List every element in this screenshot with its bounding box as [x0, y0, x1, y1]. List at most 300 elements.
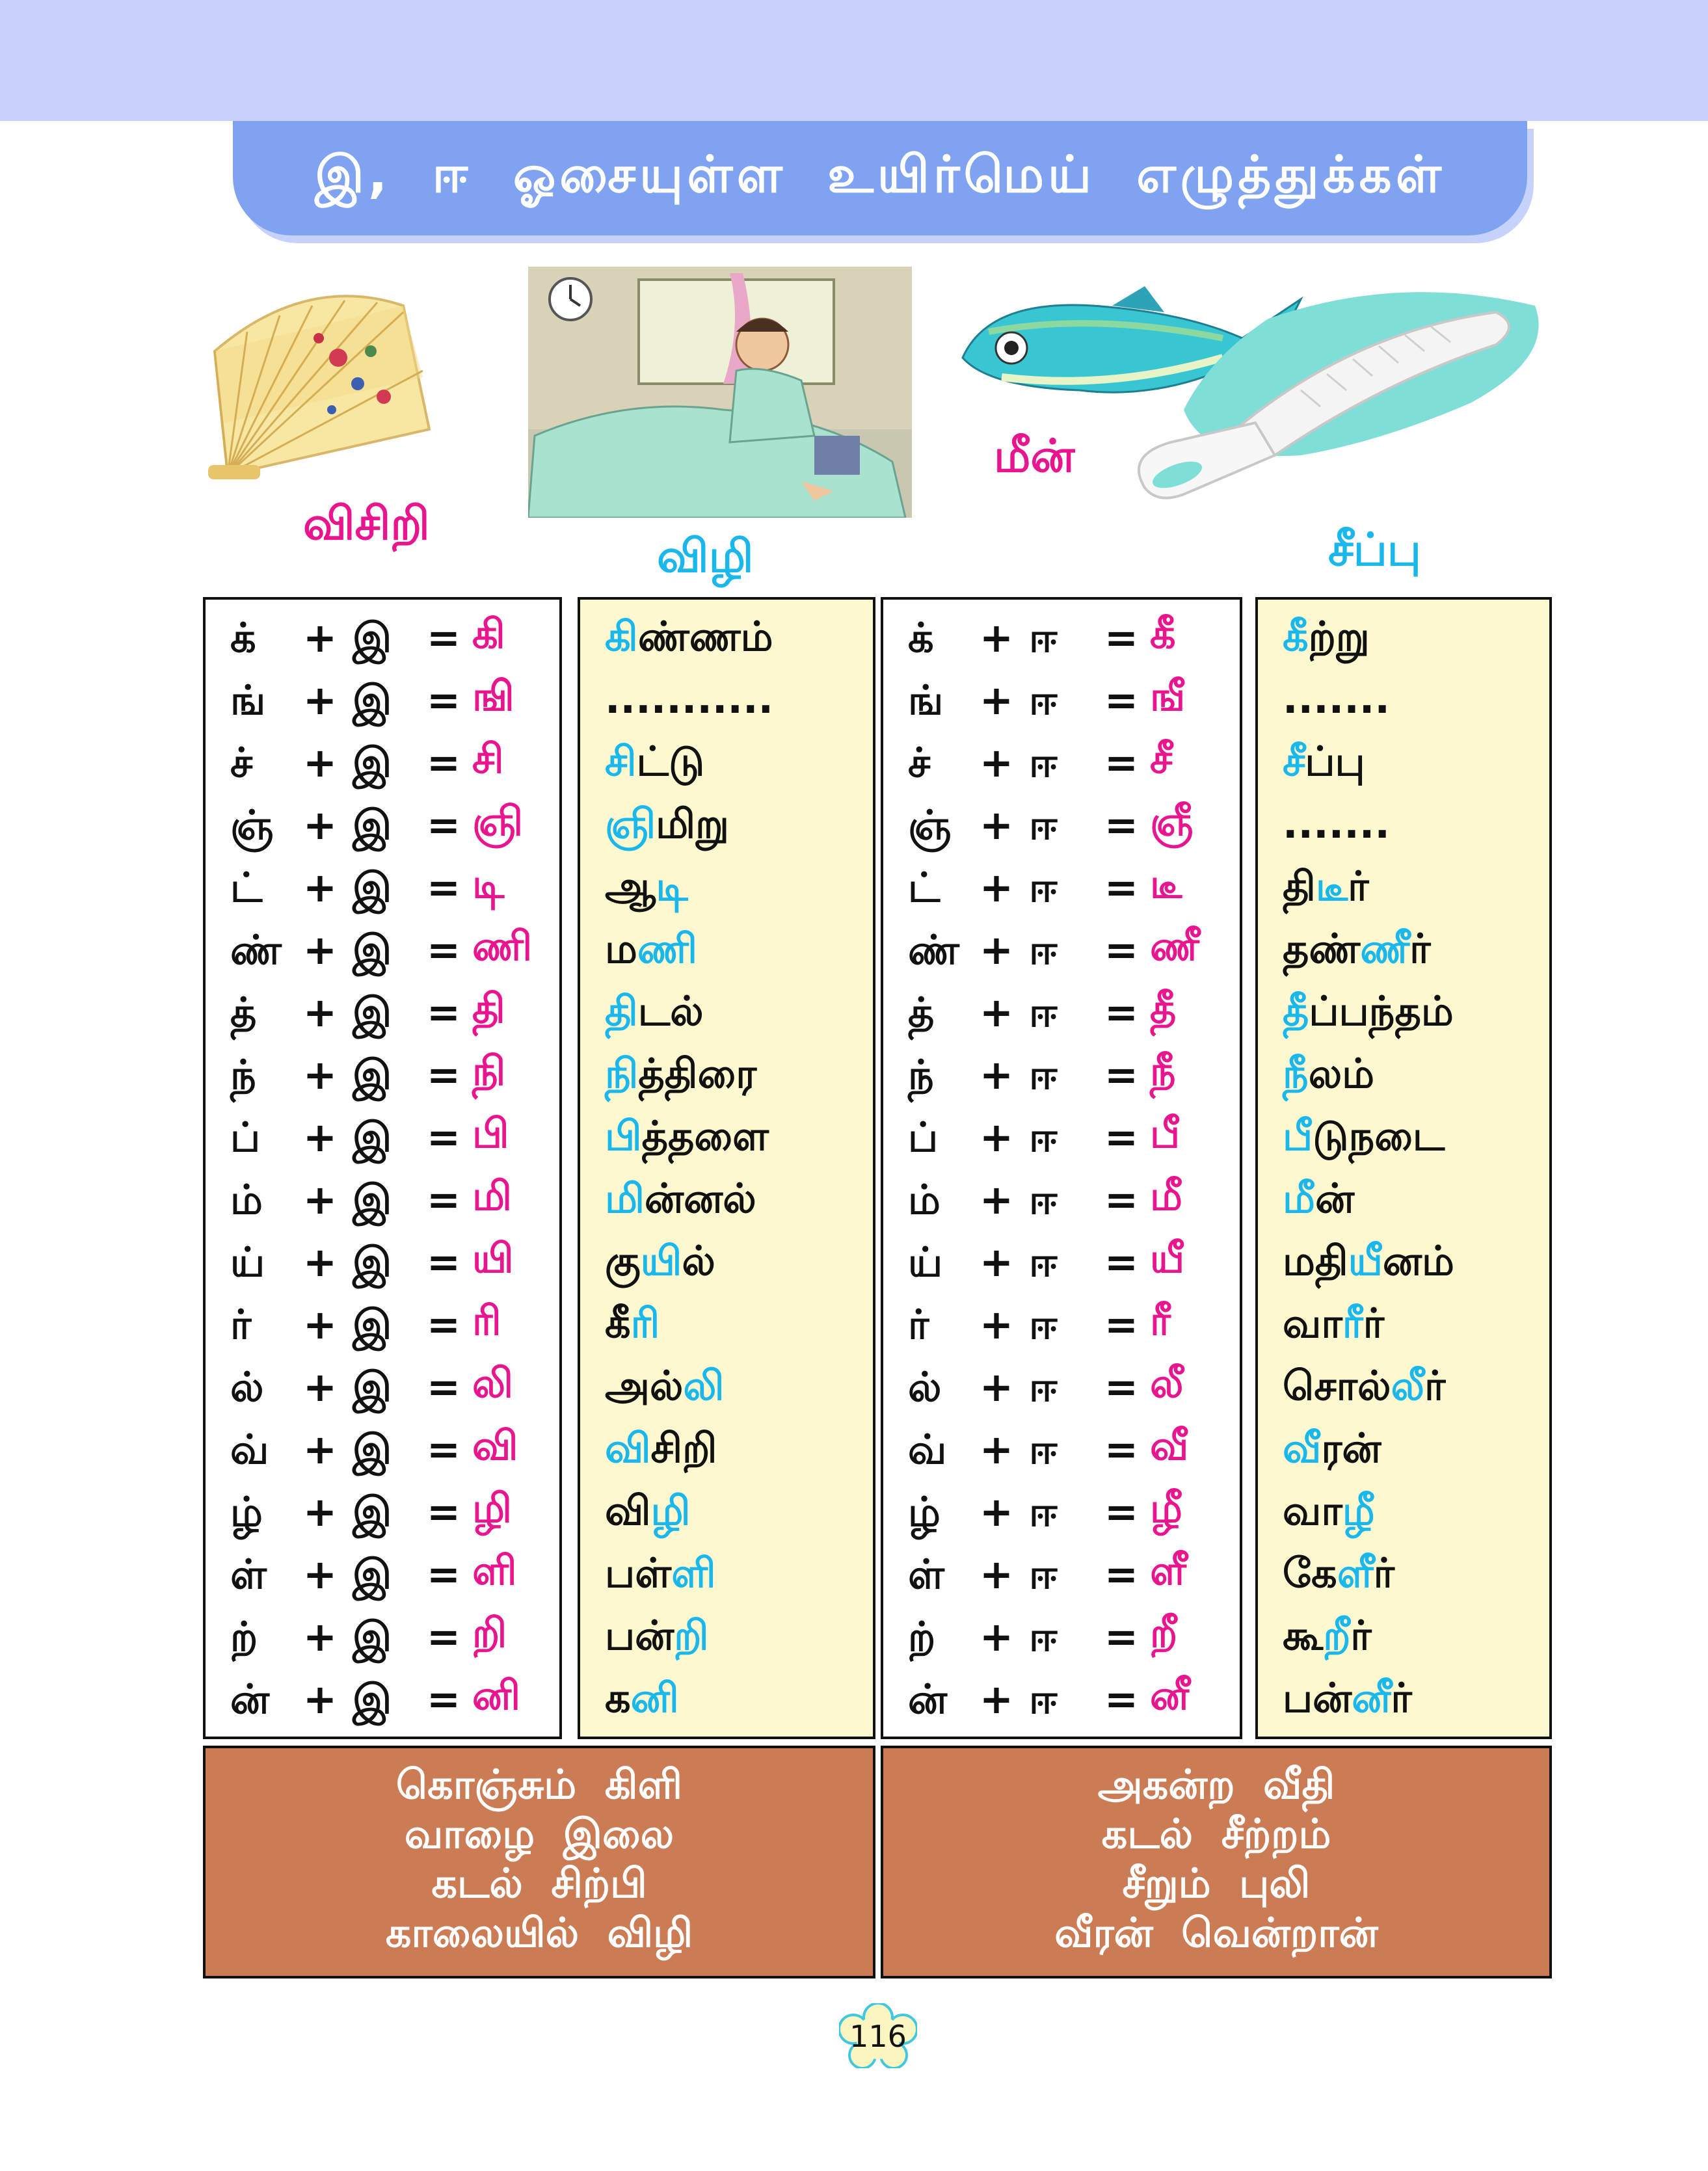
- equals-sign: =: [1104, 1113, 1138, 1161]
- example-word: [1283, 1424, 1381, 1487]
- vowel: ஈ: [1029, 614, 1058, 661]
- equals-sign: =: [1104, 1363, 1138, 1411]
- consonant: ள்: [908, 1551, 944, 1598]
- consonant: த்: [230, 989, 257, 1036]
- plus-sign: +: [303, 864, 337, 911]
- result-letter: சீ: [1150, 735, 1173, 782]
- equals-sign: =: [427, 1051, 460, 1099]
- highlight-letter: மீ: [1283, 1175, 1316, 1222]
- consonant: ந்: [908, 1051, 934, 1099]
- equation-row: [206, 1605, 559, 1668]
- highlight-letter: டி: [656, 862, 688, 910]
- vowel: இ: [353, 1551, 392, 1598]
- highlight-letter: ளீ: [1337, 1549, 1374, 1597]
- word-part: டல்: [637, 987, 704, 1035]
- consonant: ங்: [230, 676, 266, 724]
- word-part: ர்: [1424, 1362, 1446, 1409]
- word-part: .......: [1283, 675, 1390, 723]
- plus-sign: +: [980, 1551, 1013, 1598]
- consonant: ர்: [230, 1301, 252, 1348]
- equation-row: [206, 981, 559, 1043]
- vowel: ஈ: [1029, 1238, 1058, 1286]
- highlight-letter: மி: [605, 1175, 645, 1222]
- equals-sign: =: [427, 926, 460, 974]
- equation-row: [206, 856, 559, 918]
- consonant: ப்: [908, 1113, 939, 1161]
- equals-sign: =: [427, 1113, 460, 1161]
- plus-sign: +: [980, 1301, 1013, 1348]
- equals-sign: =: [427, 864, 460, 911]
- highlight-letter: னி: [630, 1674, 679, 1722]
- result-letter: டீ: [1150, 860, 1182, 907]
- highlight-letter: கீ: [1283, 613, 1309, 660]
- example-word: [605, 1050, 756, 1112]
- vowel: ஈ: [1029, 1426, 1058, 1473]
- consonant: ச்: [230, 739, 253, 786]
- equation-row: [206, 1480, 559, 1543]
- equals-sign: =: [427, 1363, 460, 1411]
- equals-sign: =: [427, 801, 460, 849]
- word-part: த்திரை: [638, 1050, 757, 1097]
- equals-sign: =: [1104, 864, 1138, 911]
- equals-sign: =: [1104, 1426, 1138, 1473]
- word-part: ர்: [1373, 1549, 1395, 1597]
- plus-sign: +: [303, 926, 337, 974]
- word-part: ம: [605, 925, 637, 972]
- result-letter: யி: [472, 1234, 514, 1282]
- word-part: வா: [1283, 1487, 1342, 1534]
- equals-sign: =: [427, 1488, 460, 1536]
- vowel: இ: [353, 926, 392, 974]
- word-part: த்தளை: [641, 1112, 769, 1160]
- vowel: இ: [353, 1613, 392, 1660]
- example-word: [605, 675, 773, 738]
- highlight-letter: ழீ: [1342, 1487, 1375, 1534]
- vowel: ஈ: [1029, 1301, 1058, 1348]
- hand-fan-illustration: [189, 280, 501, 494]
- equation-row: [883, 1480, 1240, 1543]
- plus-sign: +: [303, 1613, 337, 1660]
- result-letter: தி: [472, 985, 505, 1032]
- consonant: ள்: [230, 1551, 267, 1598]
- equals-sign: =: [1104, 1238, 1138, 1286]
- word-part: ட்டு: [636, 738, 705, 785]
- highlight-letter: தி: [605, 987, 638, 1035]
- equation-row: [883, 981, 1240, 1043]
- example-word: [1283, 862, 1369, 925]
- example-word: [605, 1112, 769, 1175]
- highlight-letter: ளி: [671, 1549, 716, 1597]
- equation-row: [883, 1043, 1240, 1106]
- equals-sign: =: [1104, 801, 1138, 849]
- plus-sign: +: [980, 1176, 1013, 1223]
- word-part: தி: [1283, 862, 1316, 910]
- plus-sign: +: [303, 739, 337, 786]
- example-word: [605, 862, 688, 925]
- equals-sign: =: [427, 1301, 460, 1348]
- equation-row: [883, 1293, 1240, 1355]
- vowel: ஈ: [1029, 1363, 1058, 1411]
- page-title: இ, ஈ ஓசையுள்ள உயிர்மெய் எழுத்துக்கள்: [315, 146, 1445, 204]
- equals-sign: =: [1104, 1301, 1138, 1348]
- equals-sign: =: [427, 1551, 460, 1598]
- example-word: [605, 1487, 691, 1549]
- result-letter: லி: [472, 1359, 514, 1407]
- equation-row: [883, 1106, 1240, 1168]
- equation-row: [206, 669, 559, 731]
- consonant: ற்: [230, 1613, 258, 1660]
- example-word: [605, 925, 697, 987]
- page-number-badge: [839, 2003, 917, 2068]
- consonant: க்: [908, 614, 934, 661]
- equation-row: [883, 1418, 1240, 1480]
- vowel: ஈ: [1029, 739, 1058, 786]
- vowel: ஈ: [1029, 1176, 1058, 1223]
- plus-sign: +: [303, 989, 337, 1036]
- highlight-letter: னீ: [1352, 1674, 1391, 1722]
- example-word: [605, 1237, 715, 1299]
- word-part: ண்ணம்: [637, 613, 773, 660]
- equals-sign: =: [427, 1675, 460, 1723]
- equals-sign: =: [427, 614, 460, 661]
- highlight-letter: ணி: [637, 925, 698, 972]
- consonant: ன்: [230, 1675, 270, 1723]
- phrase: கொஞ்சும் கிளி: [395, 1761, 683, 1808]
- highlight-letter: யி: [640, 1237, 682, 1285]
- result-letter: ளீ: [1150, 1547, 1186, 1594]
- equation-row: [883, 793, 1240, 856]
- equals-sign: =: [1104, 1176, 1138, 1223]
- equation-row: [206, 918, 559, 981]
- plus-sign: +: [980, 1113, 1013, 1161]
- phrase: காலையில் விழி: [385, 1909, 693, 1956]
- word-part: சிறி: [650, 1424, 717, 1472]
- equation-row: [883, 731, 1240, 793]
- title-banner: [233, 121, 1527, 235]
- result-letter: மி: [472, 1172, 513, 1219]
- equation-row: [206, 1668, 559, 1730]
- phrase: வாழை இலை: [404, 1810, 674, 1858]
- example-word: [1283, 1549, 1394, 1612]
- vowel: ஈ: [1029, 1675, 1058, 1723]
- equation-row: [206, 731, 559, 793]
- equation-row: [206, 1543, 559, 1605]
- result-letter: கி: [472, 610, 505, 658]
- page-number: 116: [849, 2019, 907, 2054]
- example-word: [1283, 613, 1370, 675]
- result-letter: பீ: [1150, 1110, 1181, 1157]
- word-part: வா: [1283, 1299, 1342, 1347]
- plus-sign: +: [303, 676, 337, 724]
- example-word: [1283, 675, 1390, 738]
- word-part: பள்: [605, 1549, 672, 1597]
- result-letter: நீ: [1150, 1047, 1176, 1095]
- equation-row: [206, 606, 559, 669]
- result-letter: ணி: [472, 922, 533, 970]
- example-word: [1283, 1487, 1375, 1549]
- consonant: ந்: [230, 1051, 256, 1099]
- equation-row: [206, 1418, 559, 1480]
- vowel: இ: [353, 1488, 392, 1536]
- example-word: [605, 1299, 660, 1362]
- result-letter: ஞீ: [1150, 797, 1194, 845]
- plus-sign: +: [303, 1301, 337, 1348]
- phrase: கடல் சீற்றம்: [1101, 1810, 1331, 1858]
- example-word: [1283, 738, 1365, 800]
- consonant: ய்: [908, 1238, 943, 1286]
- equals-sign: =: [427, 1613, 460, 1660]
- equation-row: [883, 1355, 1240, 1418]
- consonant: ம்: [230, 1176, 263, 1223]
- word-part: வி: [605, 1487, 651, 1534]
- equation-row: [883, 669, 1240, 731]
- equals-sign: =: [427, 676, 460, 724]
- vowel: ஈ: [1029, 1051, 1058, 1099]
- plus-sign: +: [980, 1426, 1013, 1473]
- example-word: [605, 613, 773, 675]
- word-part: ப்பந்தம்: [1309, 987, 1454, 1035]
- equals-sign: =: [427, 1238, 460, 1286]
- result-letter: டி: [472, 860, 505, 907]
- result-letter: மீ: [1150, 1172, 1183, 1219]
- equals-sign: =: [1104, 926, 1138, 974]
- header-band: [0, 0, 1708, 121]
- example-word: [605, 1612, 709, 1674]
- word-part: கூ: [1283, 1612, 1324, 1659]
- plus-sign: +: [303, 1488, 337, 1536]
- vowel: இ: [353, 1051, 392, 1099]
- ii-example-words: [1255, 597, 1552, 1739]
- plus-sign: +: [980, 1675, 1013, 1723]
- word-part: லம்: [1308, 1050, 1375, 1097]
- equals-sign: =: [1104, 1613, 1138, 1660]
- result-letter: நி: [472, 1047, 506, 1095]
- caption-fan: விசிறி: [303, 497, 430, 550]
- result-letter: ழீ: [1150, 1484, 1183, 1532]
- example-word: [1283, 800, 1390, 862]
- example-word: [1283, 1612, 1372, 1674]
- vowel: இ: [353, 864, 392, 911]
- highlight-letter: தீ: [1283, 987, 1309, 1035]
- highlight-letter: ழி: [650, 1487, 691, 1534]
- consonant: ச்: [908, 739, 931, 786]
- example-word: [1283, 1299, 1384, 1362]
- result-letter: வீ: [1150, 1422, 1189, 1469]
- plus-sign: +: [980, 989, 1013, 1036]
- result-letter: னி: [472, 1672, 521, 1719]
- plus-sign: +: [980, 1363, 1013, 1411]
- result-letter: றீ: [1150, 1609, 1178, 1657]
- plus-sign: +: [303, 1176, 337, 1223]
- word-part: ரன்: [1321, 1424, 1381, 1472]
- example-word: [1283, 1112, 1445, 1175]
- highlight-letter: கி: [605, 613, 638, 660]
- result-letter: வி: [472, 1422, 518, 1469]
- word-part: ன்: [1315, 1175, 1355, 1222]
- word-part: க: [605, 1674, 631, 1722]
- consonant: ய்: [230, 1238, 265, 1286]
- word-part: ர்: [1363, 1299, 1385, 1347]
- caption-fish: மீன்: [994, 429, 1075, 483]
- highlight-letter: வி: [605, 1424, 651, 1472]
- consonant: த்: [908, 989, 935, 1036]
- example-word: [605, 1424, 717, 1487]
- example-word: [605, 800, 729, 862]
- example-word: [1283, 1175, 1354, 1237]
- caption-eye: விழி: [657, 529, 754, 583]
- example-word: [1283, 987, 1454, 1050]
- vowel: இ: [353, 801, 392, 849]
- equals-sign: =: [1104, 1551, 1138, 1598]
- vowel: ஈ: [1029, 1551, 1058, 1598]
- plus-sign: +: [980, 676, 1013, 724]
- plus-sign: +: [980, 1051, 1013, 1099]
- highlight-letter: வீ: [1283, 1424, 1322, 1472]
- result-letter: லீ: [1150, 1359, 1184, 1407]
- word-part: சொல்: [1283, 1362, 1391, 1409]
- result-letter: சி: [472, 735, 504, 782]
- highlight-letter: யீ: [1348, 1237, 1383, 1285]
- equals-sign: =: [1104, 739, 1138, 786]
- consonant: ம்: [908, 1176, 941, 1223]
- equation-row: [206, 793, 559, 856]
- plus-sign: +: [303, 614, 337, 661]
- vowel: இ: [353, 1238, 392, 1286]
- example-word: [1283, 925, 1431, 987]
- phrase: வீரன் வென்றான்: [1054, 1909, 1378, 1956]
- word-part: தண்: [1283, 925, 1361, 972]
- example-word: [605, 987, 704, 1050]
- i-combination-table: [203, 597, 562, 1739]
- vowel: ஈ: [1029, 1613, 1058, 1660]
- consonant: ப்: [230, 1113, 261, 1161]
- boy-waking-illustration: [528, 267, 912, 518]
- vowel: இ: [353, 1675, 392, 1723]
- result-letter: யீ: [1150, 1234, 1185, 1282]
- phrases-left-box: [203, 1746, 875, 1978]
- word-part: கீ: [605, 1299, 631, 1347]
- result-letter: ழி: [472, 1484, 513, 1532]
- equation-row: [883, 1231, 1240, 1293]
- phrase: அகன்ற வீதி: [1097, 1761, 1335, 1808]
- word-part: மதி: [1283, 1237, 1348, 1285]
- result-letter: ளி: [472, 1547, 517, 1594]
- consonant: வ்: [230, 1426, 269, 1473]
- word-part: அல்: [605, 1362, 684, 1409]
- highlight-letter: பி: [605, 1112, 642, 1160]
- plus-sign: +: [980, 1238, 1013, 1286]
- consonant: ண்: [908, 926, 959, 974]
- vowel: ஈ: [1029, 1113, 1058, 1161]
- equals-sign: =: [1104, 676, 1138, 724]
- consonant: ற்: [908, 1613, 936, 1660]
- highlight-letter: நீ: [1283, 1050, 1309, 1097]
- vowel: இ: [353, 1113, 392, 1161]
- word-part: ற்று: [1308, 613, 1370, 660]
- highlight-letter: றி: [674, 1612, 709, 1659]
- consonant: ண்: [230, 926, 282, 974]
- result-letter: பி: [472, 1110, 509, 1157]
- plus-sign: +: [303, 1363, 337, 1411]
- consonant: ழ்: [230, 1488, 263, 1536]
- result-letter: ணீ: [1150, 922, 1199, 970]
- equation-row: [206, 1106, 559, 1168]
- equals-sign: =: [427, 1426, 460, 1473]
- consonant: ஞ்: [908, 801, 952, 849]
- phrase: சீறும் புலி: [1122, 1859, 1311, 1907]
- consonant: ல்: [230, 1363, 264, 1411]
- word-part: ப்பு: [1305, 738, 1365, 785]
- result-letter: ஙி: [472, 673, 514, 720]
- phrases-right-box: [881, 1746, 1552, 1978]
- result-letter: ஙீ: [1150, 673, 1186, 720]
- plus-sign: +: [980, 614, 1013, 661]
- example-word: [605, 1362, 725, 1424]
- word-part: ...........: [605, 675, 774, 723]
- plus-sign: +: [303, 1551, 337, 1598]
- highlight-letter: ணீ: [1360, 925, 1410, 972]
- caption-comb: சீப்பு: [1328, 523, 1421, 576]
- vowel: ஈ: [1029, 676, 1058, 724]
- example-word: [1283, 1050, 1374, 1112]
- vowel: இ: [353, 1301, 392, 1348]
- equation-row: [883, 1668, 1240, 1730]
- equals-sign: =: [427, 989, 460, 1036]
- plus-sign: +: [980, 1488, 1013, 1536]
- equation-row: [206, 1168, 559, 1231]
- highlight-letter: டீ: [1315, 862, 1348, 910]
- equals-sign: =: [1104, 1675, 1138, 1723]
- vowel: இ: [353, 676, 392, 724]
- equation-row: [206, 1355, 559, 1418]
- word-part: ல்: [682, 1237, 715, 1285]
- consonant: ட்: [230, 864, 263, 911]
- word-part: கு: [605, 1237, 641, 1285]
- equation-row: [883, 918, 1240, 981]
- highlight-letter: சி: [605, 738, 637, 785]
- word-part: ன்னல்: [645, 1175, 756, 1222]
- example-word: [1283, 1362, 1445, 1424]
- highlight-letter: றீ: [1323, 1612, 1351, 1659]
- plus-sign: +: [980, 801, 1013, 849]
- equals-sign: =: [1104, 614, 1138, 661]
- equals-sign: =: [1104, 1051, 1138, 1099]
- consonant: வ்: [908, 1426, 947, 1473]
- word-part: ஆ: [605, 862, 656, 910]
- highlight-letter: பீ: [1283, 1112, 1313, 1160]
- equation-row: [883, 1605, 1240, 1668]
- word-part: .......: [1283, 800, 1390, 847]
- equals-sign: =: [1104, 989, 1138, 1036]
- plus-sign: +: [980, 864, 1013, 911]
- equation-row: [206, 1231, 559, 1293]
- word-part: னம்: [1382, 1237, 1454, 1285]
- example-word: [605, 1175, 756, 1237]
- consonant: க்: [230, 614, 256, 661]
- vowel: ஈ: [1029, 989, 1058, 1036]
- ii-combination-table: [881, 597, 1242, 1739]
- word-part: ர்: [1391, 1674, 1412, 1722]
- i-example-words: [578, 597, 875, 1739]
- plus-sign: +: [980, 739, 1013, 786]
- equation-row: [206, 1043, 559, 1106]
- equation-row: [883, 856, 1240, 918]
- word-part: மிறு: [656, 800, 729, 847]
- consonant: ன்: [908, 1675, 948, 1723]
- consonant: ழ்: [908, 1488, 941, 1536]
- example-word: [1283, 1674, 1412, 1737]
- word-part: கே: [1283, 1549, 1337, 1597]
